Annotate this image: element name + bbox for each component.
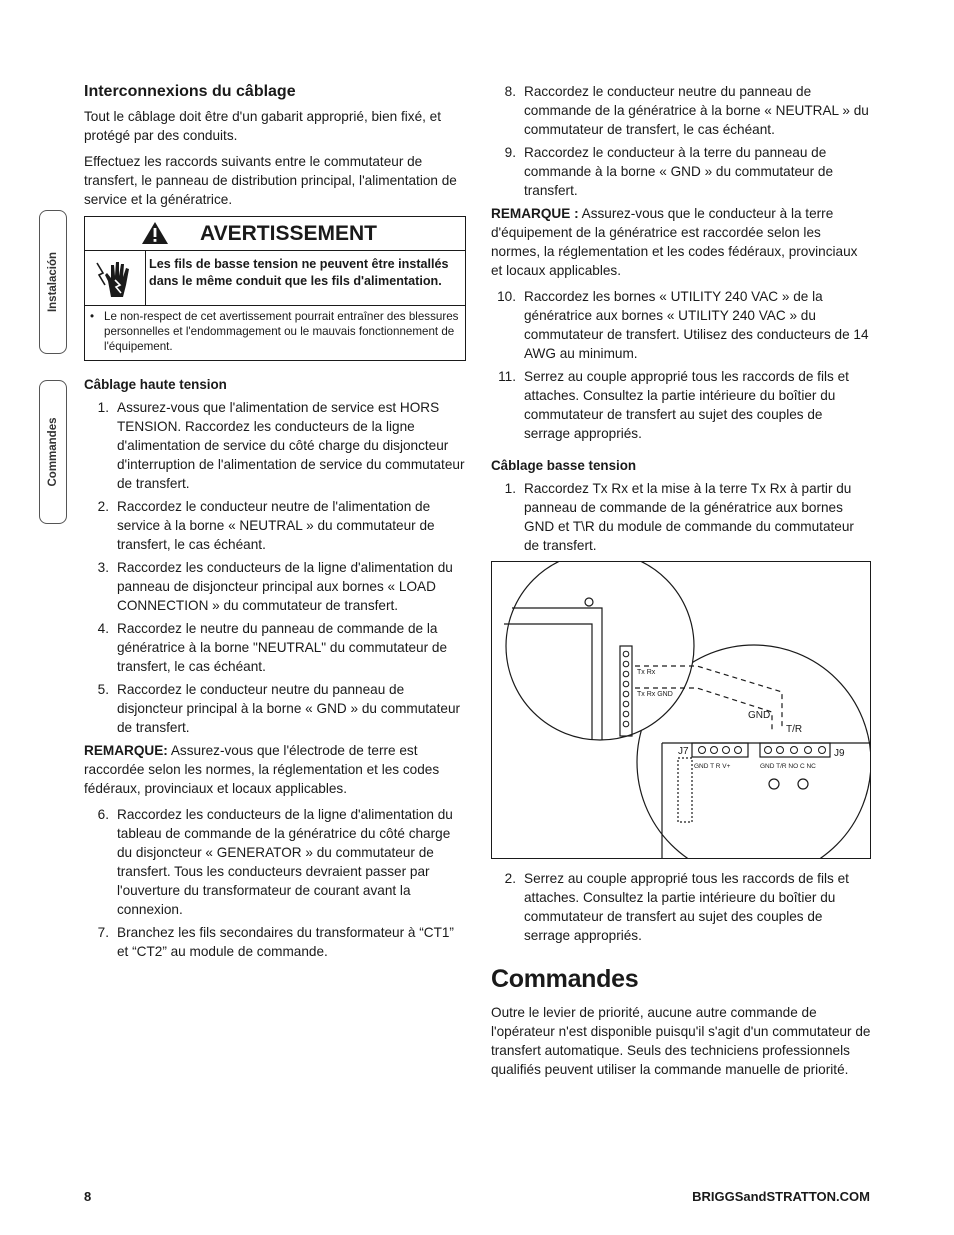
warning-bullet: • bbox=[90, 310, 95, 323]
list-item: 2. Raccordez le conducteur neutre de l'alimentation de service à la borne « NEUTRAL » du commutateur de transfert, le cas échéant. bbox=[97, 499, 435, 552]
warning-triangle-icon bbox=[141, 221, 169, 245]
low-voltage-heading: Câblage basse tension bbox=[491, 458, 637, 473]
electric-shock-hand-icon bbox=[95, 257, 135, 299]
side-tab-controls[interactable] bbox=[39, 380, 67, 524]
list-item: 7. Branchez les fils secondaires du transformateur à “CT1” et “CT2” au module de commande. bbox=[97, 925, 454, 959]
note-equipment-ground bbox=[491, 204, 871, 280]
high-voltage-steps-1-5 bbox=[84, 398, 466, 737]
intro-paragraph-2: Effectuez les raccords suivants entre le commutateur de transfert, le panneau de distribution principal, l'alimentation de service et la génératrice. bbox=[84, 154, 457, 207]
list-item: 1. Raccordez Tx Rx et la mise à la terre Tx Rx à partir du panneau de commande de la génératrice aux bornes GND et T\R du module de commande du commutateur de transfert. bbox=[504, 481, 854, 553]
warning-detail bbox=[85, 306, 465, 360]
high-voltage-steps-10-11 bbox=[491, 287, 871, 443]
left-column bbox=[84, 82, 466, 965]
label-tx-rx-gnd: Tx Rx GND bbox=[637, 691, 673, 698]
list-item: 6. Raccordez les conducteurs de la ligne d'alimentation du tableau de commande de la génératrice du côté charge du disjoncteur « GENERATOR » du commutateur de transfert. Tous les conducteurs devraient passer par l'ouverture du transformateur de courant avant la connexion. bbox=[97, 807, 453, 917]
website-link[interactable]: BRIGGSandSTRATTON.COM bbox=[692, 1189, 870, 1204]
intro-paragraph-1: Tout le câblage doit être d'un gabarit approprié, bien fixé, et protégé par des conduits. bbox=[84, 109, 442, 143]
low-voltage-step-1 bbox=[491, 479, 871, 555]
wiring-diagram bbox=[492, 562, 870, 858]
list-item: 8. Raccordez le conducteur neutre du panneau de commande de la génératrice à la borne « NEUTRAL » du commutateur de transfert, le cas échéant. bbox=[504, 84, 869, 137]
list-item: 1. Assurez-vous que l'alimentation de service est HORS TENSION. Raccordez les conducteurs de la ligne d'alimentation de service du côté charge du disjoncteur d'interruption de l'alimentation de service du commutateur de transfert. bbox=[97, 400, 465, 491]
low-voltage-step-2 bbox=[491, 869, 871, 945]
list-item: 2. Serrez au couple approprié tous les raccords de fils et attaches. Consultez la partie intérieure du boîtier du commutateur de transfert au sujet des couples de serrage appropriés. bbox=[504, 871, 849, 943]
controls-section-text: Outre le levier de priorité, aucune autre commande de l'opérateur n'est disponible puisqu'il s'agit d'un commutateur de transfert automatique. Seuls des techniciens professionnels qualifiés peuvent utiliser la commande manuelle de priorité. bbox=[491, 1005, 871, 1077]
note-label: REMARQUE : bbox=[491, 206, 579, 221]
warning-header bbox=[85, 217, 465, 251]
controls-section-title: Commandes bbox=[491, 965, 639, 993]
label-j7: J7 bbox=[678, 746, 689, 757]
right-column bbox=[491, 82, 871, 1086]
label-gnd: GND bbox=[748, 710, 771, 721]
label-j9-pins: GND T/R NO C NC bbox=[760, 763, 816, 770]
warning-main bbox=[85, 251, 465, 306]
list-item: 11. Serrez au couple approprié tous les raccords de fils et attaches. Consultez la partie intérieure du boîtier du commutateur de transfert au sujet des couples de serrage appropriés. bbox=[498, 369, 849, 441]
high-voltage-steps-6-7 bbox=[84, 805, 466, 961]
side-tab-installation-label: Instalación bbox=[47, 251, 59, 313]
wiring-heading: Interconnexions du câblage bbox=[84, 83, 296, 100]
warning-detail-text: Le non-respect de cet avertissement pourrait entraîner des blessures personnelles et l'endommagement ou le mauvais fonctionnement de l'équipement. bbox=[104, 310, 459, 353]
generator-panel-detail-circle bbox=[506, 562, 694, 740]
note-text: Assurez-vous que l'électrode de terre est raccordée selon les normes, la réglementation et les codes fédéraux, provinciaux et locaux applicables. bbox=[84, 743, 440, 796]
list-item: 10. Raccordez les bornes « UTILITY 240 VAC » de la génératrice aux bornes « UTILITY 240 VAC » du commutateur de transfert. Utilisez des conducteurs de 14 AWG au minimum. bbox=[497, 289, 869, 361]
side-tab-controls-label: Commandes bbox=[47, 417, 59, 487]
list-item: 4. Raccordez le neutre du panneau de commande de la génératrice à la borne "NEUTRAL" du commutateur de transfert, le cas échéant. bbox=[97, 621, 448, 674]
warning-box bbox=[84, 216, 466, 361]
note-label: REMARQUE: bbox=[84, 743, 168, 758]
label-tr: T/R bbox=[786, 724, 803, 735]
label-j9: J9 bbox=[834, 748, 845, 759]
wiring-diagram-figure bbox=[491, 561, 871, 859]
note-text: Assurez-vous que le conducteur à la terre d'équipement de la génératrice est raccordée selon les normes, la réglementation et les codes fédéraux, provinciaux et locaux applicables. bbox=[491, 206, 858, 278]
list-item: 3. Raccordez les conducteurs de la ligne d'alimentation du panneau de disjoncteur principal aux bornes « LOAD CONNECTION » du commutateur de transfert. bbox=[97, 560, 453, 613]
high-voltage-heading: Câblage haute tension bbox=[84, 377, 227, 392]
list-item: 5. Raccordez le conducteur neutre du panneau de disjoncteur principal à la borne « GND » du commutateur de transfert. bbox=[97, 682, 461, 735]
label-tx-rx: Tx Rx bbox=[637, 669, 656, 676]
list-item: 9. Raccordez le conducteur à la terre du panneau de commande à la borne « GND » du commutateur de transfert. bbox=[504, 145, 834, 198]
page-number: 8 bbox=[84, 1189, 92, 1204]
warning-text: Les fils de basse tension ne peuvent être installés dans le même conduit que les fils d'alimentation. bbox=[149, 257, 449, 288]
note-ground-electrode bbox=[84, 741, 466, 798]
label-j7-pins: GND T R V+ bbox=[694, 763, 731, 770]
side-tab-installation[interactable] bbox=[39, 210, 67, 354]
warning-title: AVERTISSEMENT bbox=[200, 222, 377, 245]
high-voltage-steps-8-9 bbox=[491, 82, 871, 200]
electric-shock-hand-icon-cell bbox=[85, 251, 146, 305]
